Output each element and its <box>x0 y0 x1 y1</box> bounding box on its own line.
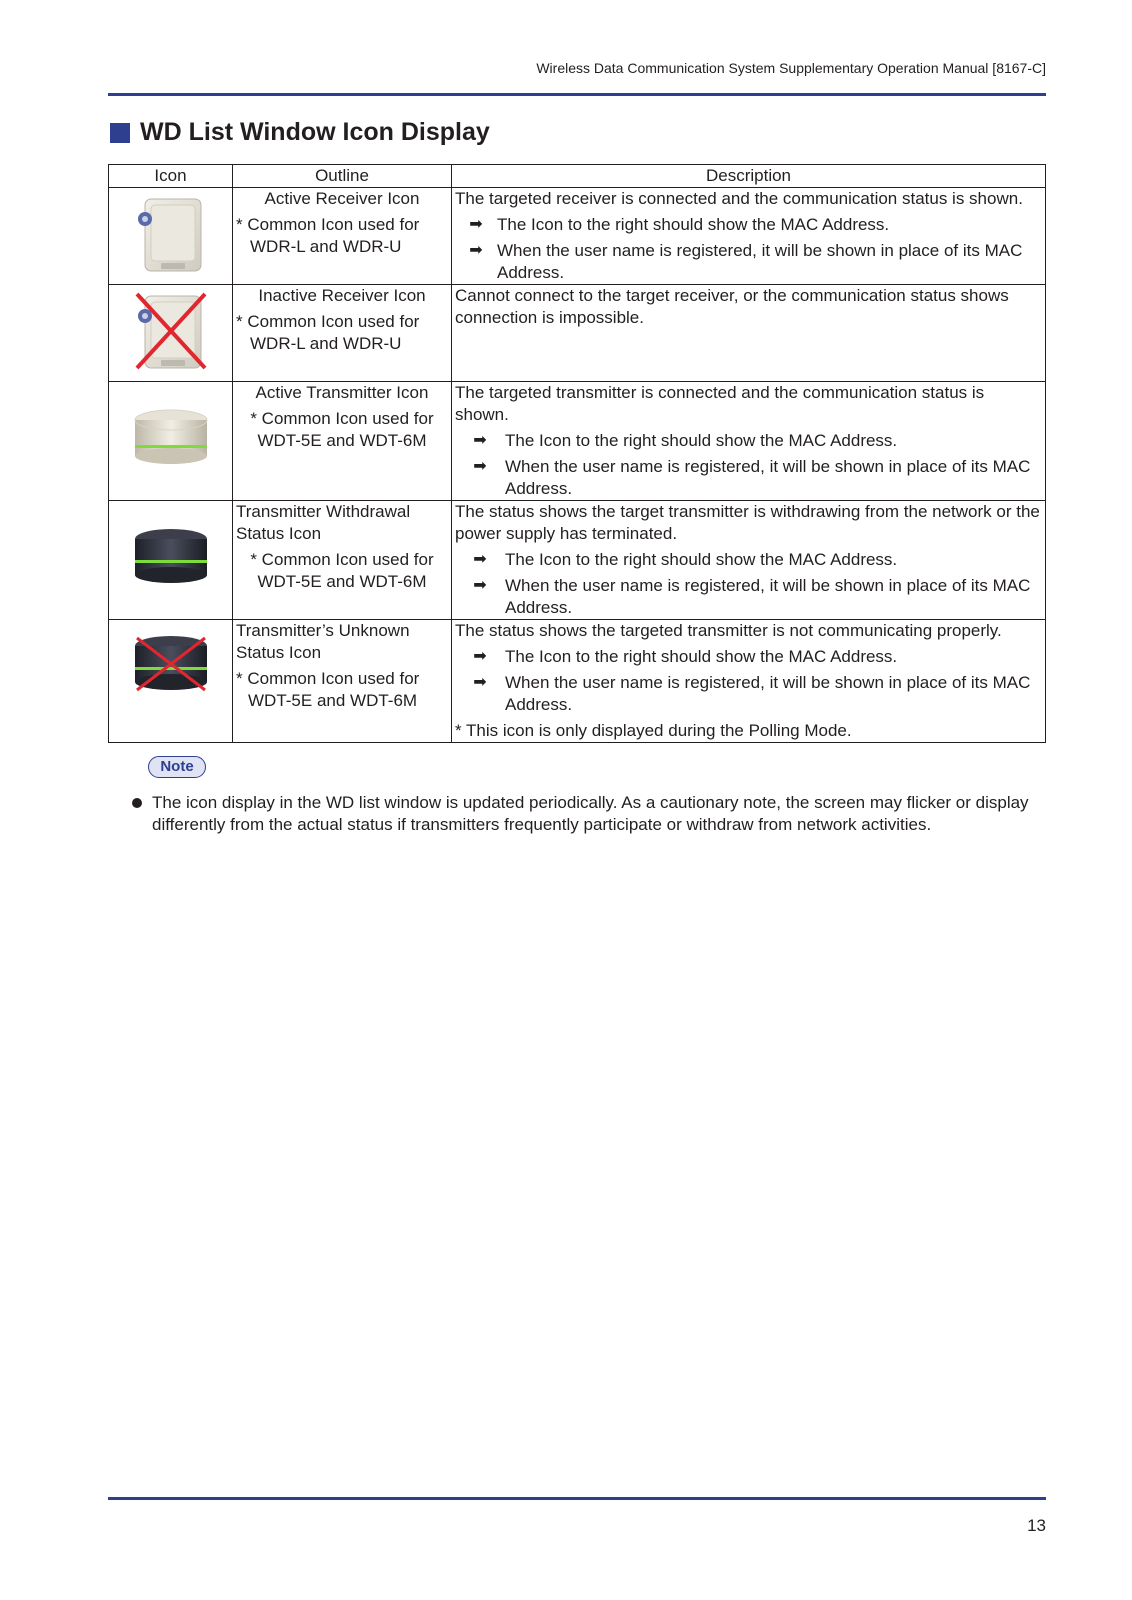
outline-note: * Common Icon used for <box>250 550 434 569</box>
arrow-right-icon: ➡ <box>469 242 483 259</box>
header-icon: Icon <box>109 165 233 188</box>
outline-cell <box>233 382 452 501</box>
active-receiver-icon <box>131 193 211 273</box>
outline-name: Inactive Receiver Icon <box>258 286 426 305</box>
description-text: Cannot connect to the target receiver, or the communication status shows connection is impossible. <box>455 286 1009 327</box>
table-header-row <box>109 165 1046 188</box>
arrow-right-icon: ➡ <box>473 648 487 665</box>
description-bullet: ➡ When the user name is registered, it will be shown in place of its MAC Address. <box>455 672 1042 716</box>
outline-note: * Common Icon used for <box>236 215 420 234</box>
header-outline: Outline <box>233 165 452 188</box>
arrow-right-icon: ➡ <box>473 577 487 594</box>
outline-note: * Common Icon used for <box>236 669 420 688</box>
note-badge: Note <box>148 756 206 778</box>
outline-note-models: WDR-L and WDR-U <box>250 334 402 353</box>
header-rule <box>108 93 1046 96</box>
outline-name: Transmitter’s Unknown Status Icon <box>236 621 410 662</box>
table-row <box>109 285 1046 382</box>
unknown-transmitter-icon <box>131 634 211 694</box>
inactive-receiver-icon <box>131 290 211 370</box>
document-header: Wireless Data Communication System Supplementary Operation Manual [8167-C] <box>536 60 1046 76</box>
description-bullet: ➡ The Icon to the right should show the MAC Address. <box>455 430 1042 452</box>
icon-cell <box>109 285 233 382</box>
note-paragraph <box>132 792 1032 836</box>
table-row <box>109 501 1046 620</box>
page-number: 13 <box>1027 1516 1046 1535</box>
description-cell <box>452 382 1046 501</box>
section-title-text: WD List Window Icon Display <box>140 118 490 146</box>
description-bullet: ➡ When the user name is registered, it will be shown in place of its MAC Address. <box>455 575 1042 619</box>
icon-cell <box>109 620 233 743</box>
arrow-right-icon: ➡ <box>469 216 483 233</box>
outline-cell <box>233 620 452 743</box>
description-cell <box>452 620 1046 743</box>
description-bullet: ➡ When the user name is registered, it will be shown in place of its MAC Address. <box>455 240 1042 284</box>
icon-cell <box>109 188 233 285</box>
description-bullet: ➡ The Icon to the right should show the MAC Address. <box>455 549 1042 571</box>
outline-cell <box>233 188 452 285</box>
arrow-right-icon: ➡ <box>473 432 487 449</box>
footer-rule <box>108 1497 1046 1500</box>
description-bullet: ➡ The Icon to the right should show the MAC Address. <box>455 214 1042 236</box>
icon-cell <box>109 501 233 620</box>
active-transmitter-icon <box>131 408 211 468</box>
outline-cell <box>233 501 452 620</box>
outline-name: Active Transmitter Icon <box>255 383 429 402</box>
description-text: The status shows the target transmitter is withdrawing from the network or the power supply has terminated. <box>455 502 1040 543</box>
outline-cell <box>233 285 452 382</box>
table-row <box>109 620 1046 743</box>
outline-note: * Common Icon used for <box>236 312 420 331</box>
note-text: The icon display in the WD list window is updated periodically. As a cautionary note, the screen may flicker or display differently from the actual status if transmitters frequently participate or withdraw from network activities. <box>152 793 1029 834</box>
section-square-icon <box>110 123 130 143</box>
arrow-right-icon: ➡ <box>473 674 487 691</box>
header-description: Description <box>452 165 1046 188</box>
description-text: The targeted receiver is connected and the communication status is shown. <box>455 189 1023 208</box>
outline-note-models: WDT-5E and WDT-6M <box>257 572 427 591</box>
section-title <box>110 118 490 147</box>
outline-note-models: WDR-L and WDR-U <box>250 237 402 256</box>
icon-cell <box>109 382 233 501</box>
withdrawal-transmitter-icon <box>131 527 211 587</box>
outline-note: * Common Icon used for <box>250 409 434 428</box>
description-bullet: ➡ The Icon to the right should show the MAC Address. <box>455 646 1042 668</box>
outline-name: Active Receiver Icon <box>264 189 420 208</box>
outline-name: Transmitter Withdrawal Status Icon <box>236 502 411 543</box>
table-row <box>109 188 1046 285</box>
description-cell <box>452 188 1046 285</box>
description-cell <box>452 501 1046 620</box>
description-bullet: ➡ When the user name is registered, it will be shown in place of its MAC Address. <box>455 456 1042 500</box>
icon-table <box>108 164 1046 743</box>
outline-note-models: WDT-5E and WDT-6M <box>257 431 427 450</box>
description-text: The targeted transmitter is connected and the communication status is shown. <box>455 383 985 424</box>
bullet-dot-icon <box>132 798 142 808</box>
arrow-right-icon: ➡ <box>473 551 487 568</box>
description-footnote: * This icon is only displayed during the Polling Mode. <box>455 721 852 740</box>
arrow-right-icon: ➡ <box>473 458 487 475</box>
outline-note-models: WDT-5E and WDT-6M <box>248 691 418 710</box>
description-text: The status shows the targeted transmitter is not communicating properly. <box>455 621 1002 640</box>
table-row <box>109 382 1046 501</box>
description-cell <box>452 285 1046 382</box>
